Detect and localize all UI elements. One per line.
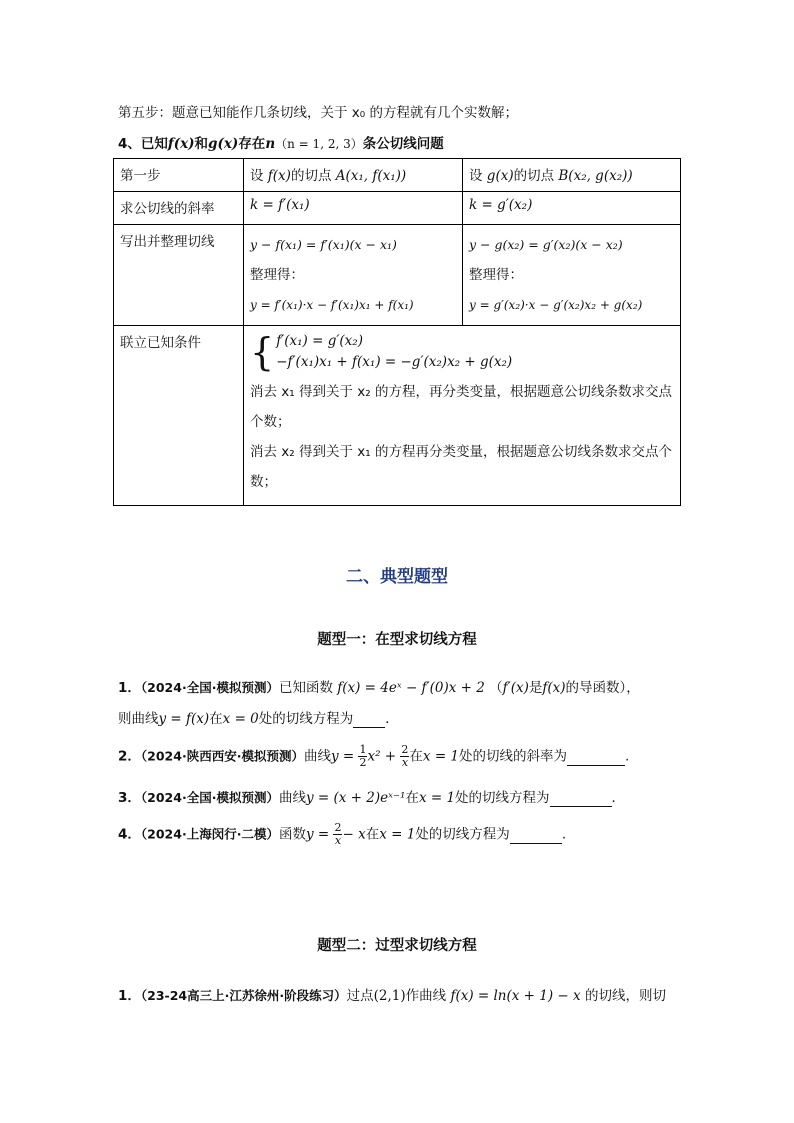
row1-left-pre: 设 (250, 168, 264, 184)
t2q1-text-a: 过点 (346, 988, 374, 1004)
q4-text-b: 在 (365, 826, 380, 843)
q1-number: 1． (118, 680, 141, 696)
row4-p2a: 消去 x₂ 得到关于 x₁ 的方程再分类变量，根据题意公切线条数求交点个 (250, 444, 672, 460)
q3-function: y = (x + 2)eˣ⁻¹ (305, 790, 406, 806)
q3-text-a: 曲线 (278, 790, 306, 806)
equation-system (250, 331, 674, 373)
type1-title: 题型一：在型求切线方程 (317, 632, 477, 648)
row3-left (244, 225, 463, 326)
heading-suffix: 条公切线问题 (362, 136, 444, 152)
q1-line2-curve: y = f(x) (158, 711, 210, 727)
row3-right-mid: 整理得： (469, 267, 523, 283)
q2-frac1-den: 2 (359, 756, 367, 769)
heading-n: n (265, 136, 276, 152)
t2q1-text-c: 的切线，则切 (584, 988, 666, 1004)
heading-and: 和 (194, 136, 209, 152)
q4-text-a: 函数 (278, 826, 306, 843)
q1-function: f(x) = 4eˣ − f′(0)x + 2 (337, 680, 485, 696)
t2q1-text-b: 作曲线 (405, 988, 447, 1004)
type2-q1 (118, 984, 666, 1004)
step5-line: 第五步：题意已知能作几条切线，关于 x₀ 的方程就有几个实数解； (118, 105, 518, 121)
table-row (114, 225, 681, 326)
table-row (114, 192, 681, 225)
answer-blank[interactable] (550, 790, 612, 807)
type1-q3 (118, 786, 625, 807)
row4-label: 联立已知条件 (114, 326, 244, 506)
row4-p1a: 消去 x₁ 得到关于 x₂ 的方程，再分类变量，根据题意公切线条数求交点 (250, 384, 672, 400)
t2q1-number: 1． (118, 988, 141, 1004)
answer-blank[interactable] (510, 827, 562, 844)
q4-text-c: 处的切线方程为 (415, 826, 510, 843)
t2q1-function: f(x) = ln(x + 1) − x (450, 988, 581, 1004)
q4-frac-num: 2 (334, 821, 342, 834)
q2-x2: x² + (367, 748, 397, 765)
q1-text-e: f(x) (542, 680, 566, 696)
q2-end: . (625, 748, 630, 765)
row1-left-f: f(x) (267, 168, 291, 184)
q1-line2-c: 处的切线方程为 (258, 711, 354, 727)
type2-title: 题型二：过型求切线方程 (317, 938, 477, 954)
q4-point: x = 1 (379, 826, 416, 843)
q4-y: y = (305, 826, 330, 843)
row1-right-mid: 的切点 (513, 168, 555, 184)
row3-left-eq: y − f(x₁) = f′(x₁)(x − x₁) (250, 237, 397, 252)
q3-source: （2024·全国·模拟预测） (140, 790, 279, 805)
q1-text-d: 是 (528, 680, 543, 696)
q2-text-c: 处的切线的斜率为 (459, 748, 568, 765)
q3-number: 3． (118, 790, 141, 806)
type1-q2 (118, 744, 629, 769)
heading-f: f(x) (167, 136, 195, 152)
row4-p1b: 个数； (250, 414, 291, 430)
type1-q1-line1 (118, 676, 640, 696)
q1-text-c: f′(x) (502, 680, 529, 696)
row3-left-res: y = f′(x₁)·x − f′(x₁)x₁ + f(x₁) (250, 298, 414, 312)
answer-blank[interactable] (353, 711, 385, 728)
q1-text-a: 已知函数 (278, 680, 333, 696)
q1-text-b: （ (489, 680, 503, 696)
q4-number: 4． (118, 826, 141, 843)
type1-q1-line2 (118, 707, 399, 728)
heading-prefix: 4、已知 (118, 136, 168, 152)
row4-content (244, 326, 681, 506)
row3-right-res: y = g′(x₂)·x − g′(x₂)x₂ + g(x₂) (469, 298, 643, 312)
q2-source: （2024·陕西西安·模拟预测） (140, 748, 304, 764)
heading-g: g(x) (208, 136, 239, 152)
t2q1-source: （23-24高三上·江苏徐州·阶段练习） (140, 988, 347, 1003)
heading-cond: （n = 1, 2, 3） (275, 137, 363, 151)
q1-text-f: 的导函数）， (565, 680, 640, 696)
row1-right-point: B(x₂, g(x₂)) (558, 168, 633, 184)
brace-icon: { (250, 330, 275, 374)
row3-right-eq: y − g(x₂) = g′(x₂)(x − x₂) (469, 237, 623, 252)
t2q1-point: (2,1) (373, 988, 406, 1004)
q4-rest: − x (342, 826, 366, 843)
row2-right: k = g′(x₂) (463, 192, 681, 225)
row1-label: 第一步 (114, 159, 244, 192)
q4-frac-den: x (334, 834, 342, 847)
q2-text-b: 在 (409, 748, 423, 765)
answer-blank[interactable] (567, 749, 625, 766)
section-title: 二、典型题型 (346, 567, 448, 587)
system-eq1: f′(x₁) = g′(x₂) (276, 333, 363, 349)
q4-end: . (561, 826, 567, 843)
row3-right (463, 225, 681, 326)
heading-exist: 存在 (238, 136, 266, 152)
row2-label: 求公切线的斜率 (114, 192, 244, 225)
q2-frac1-num: 1 (359, 743, 367, 756)
row1-right-g: g(x) (486, 168, 514, 184)
row1-right (463, 159, 681, 192)
q1-line2-end: ． (385, 711, 399, 727)
q1-line2-b: 在 (209, 711, 223, 727)
q1-line2-a: 则曲线 (118, 711, 159, 727)
row3-left-mid: 整理得： (250, 267, 304, 283)
type1-q4 (118, 822, 566, 847)
row1-left (244, 159, 463, 192)
heading-common-tangent (118, 132, 444, 152)
system-eq2: −f′(x₁)x₁ + f(x₁) = −g′(x₂)x₂ + g(x₂) (276, 354, 513, 370)
q3-text-c: 处的切线方程为 (455, 790, 550, 806)
q2-point: x = 1 (422, 748, 460, 765)
q3-end: ． (611, 790, 626, 806)
q1-line2-point: x = 0 (222, 711, 259, 727)
table-row (114, 159, 681, 192)
q2-y: y = (330, 748, 355, 765)
table-row (114, 326, 681, 506)
q2-frac2-den: x (401, 756, 409, 769)
common-tangent-table (113, 158, 681, 506)
q2-number: 2． (118, 748, 141, 765)
row1-left-mid: 的切点 (290, 168, 332, 184)
q3-text-b: 在 (405, 790, 419, 806)
q1-source: （2024·全国·模拟预测） (140, 680, 279, 695)
row1-right-pre: 设 (469, 168, 483, 184)
q2-frac2-num: 2 (401, 743, 409, 756)
row3-label: 写出并整理切线 (114, 225, 244, 326)
q3-point: x = 1 (418, 790, 456, 806)
row2-left: k = f′(x₁) (244, 192, 463, 225)
row1-left-point: A(x₁, f(x₁)) (335, 168, 407, 184)
q4-source: （2024·上海闵行·二模） (140, 826, 279, 842)
row4-p2b: 数； (250, 474, 277, 490)
q2-text-a: 曲线 (303, 748, 331, 765)
